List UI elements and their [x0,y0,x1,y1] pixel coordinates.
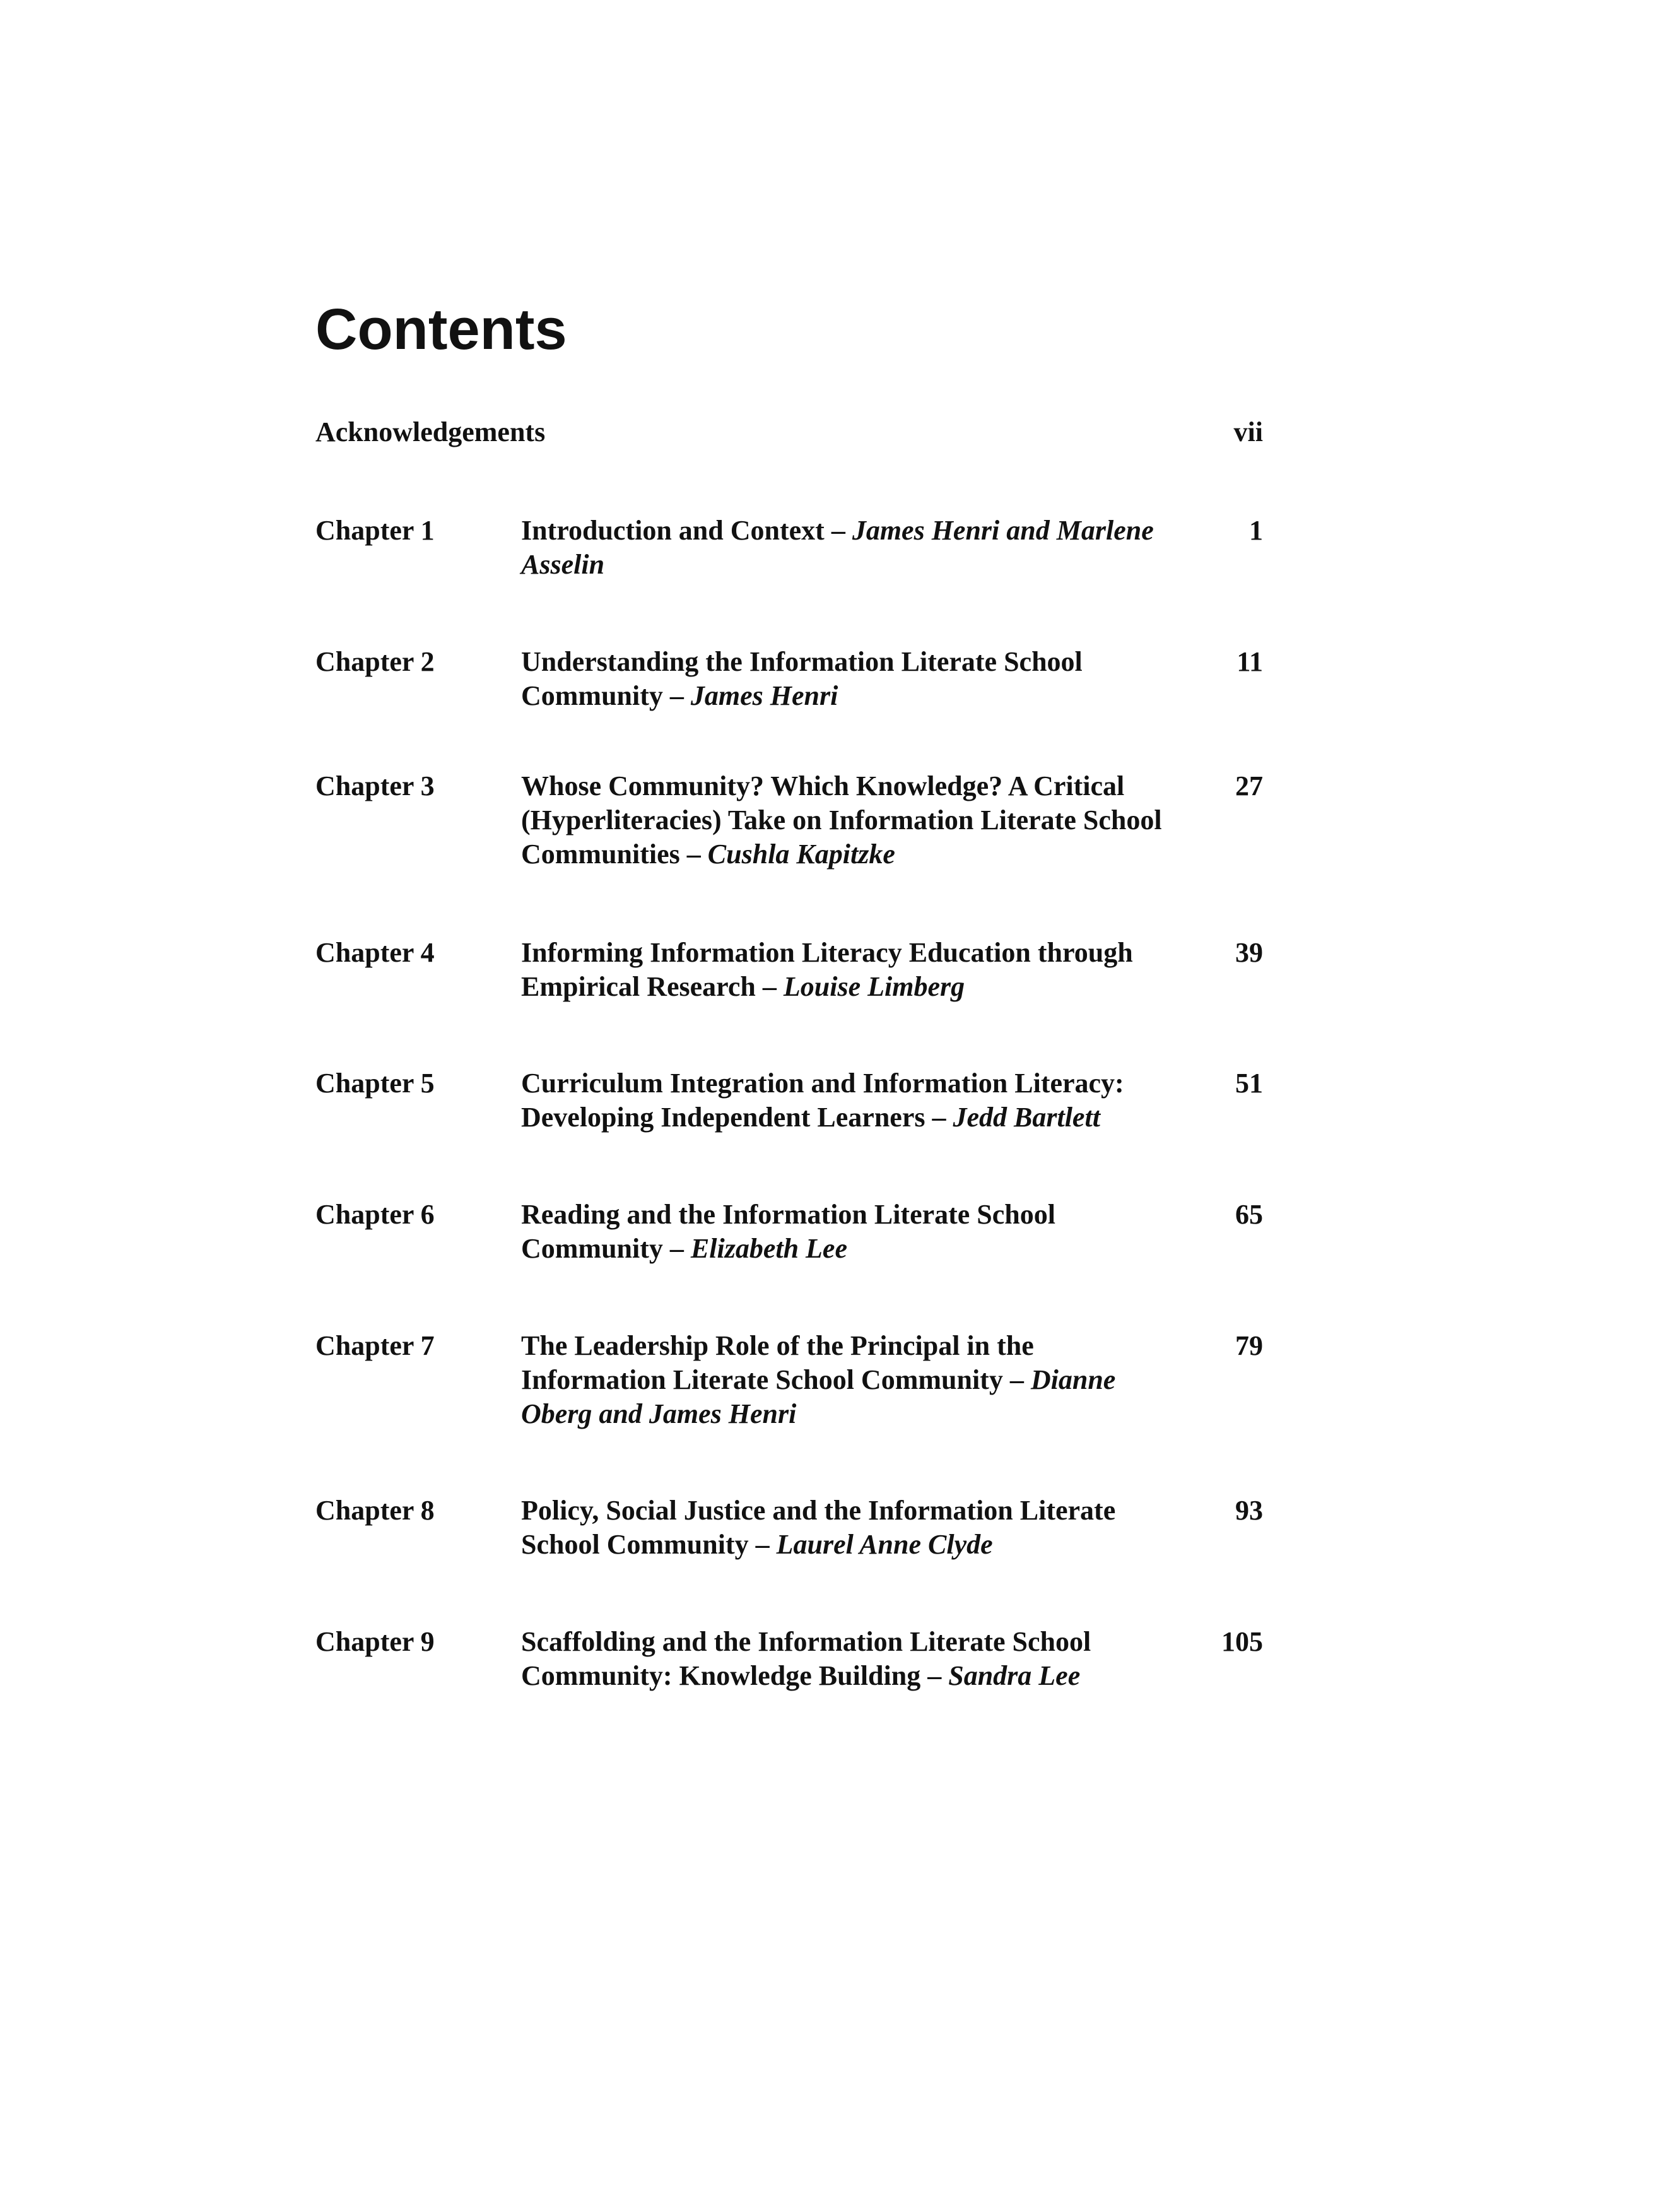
chapter-author: Laurel Anne Clyde [776,1529,993,1560]
chapter-title [521,1066,1177,1135]
chapter-page-number: 105 [1221,1626,1263,1657]
chapter-title-text: Curriculum Integration and Information Literacy: Developing Independent Learners – [521,1068,1124,1133]
chapter-page-number: 1 [1249,515,1263,546]
chapter-title [521,936,1177,1004]
chapter-title [521,645,1177,713]
chapter-author: Louise Limberg [783,971,965,1002]
chapter-author: Cushla Kapitzke [707,839,895,870]
chapter-label: Chapter 3 [315,770,435,801]
chapter-page-number: 11 [1237,646,1263,677]
chapter-author: Jedd Bartlett [953,1102,1100,1133]
chapter-title [521,769,1177,871]
toc-entry-label: Acknowledgements [315,416,546,447]
chapter-label: Chapter 1 [315,515,435,546]
chapter-title [521,1625,1177,1693]
chapter-page-number: 65 [1235,1199,1263,1230]
chapter-label: Chapter 2 [315,646,435,677]
page-title: Contents [315,297,567,362]
chapter-title-text: Introduction and Context – [521,515,852,546]
chapter-author: James Henri and Marlene Asselin [521,515,1154,580]
chapter-author: Sandra Lee [948,1660,1081,1691]
chapter-page-number: 27 [1235,770,1263,801]
chapter-label: Chapter 7 [315,1330,435,1361]
chapter-page-number: 39 [1235,937,1263,968]
chapter-title-text: Whose Community? Which Knowledge? A Critical (Hyperliteracies) Take on Information Literate School Communities – [521,770,1162,870]
chapter-title-text: Understanding the Information Literate School Community – [521,646,1083,711]
chapter-author: James Henri [690,680,838,711]
chapter-title [521,1494,1177,1562]
chapter-label: Chapter 8 [315,1495,435,1526]
chapter-label: Chapter 4 [315,937,435,968]
chapter-title-text: Reading and the Information Literate School Community – [521,1199,1055,1264]
chapter-label: Chapter 5 [315,1068,435,1099]
chapter-page-number: 51 [1235,1068,1263,1099]
chapter-title-text: Policy, Social Justice and the Information Literate School Community – [521,1495,1116,1560]
chapter-author: Dianne Oberg and James Henri [521,1364,1116,1429]
chapter-title-text: The Leadership Role of the Principal in the Information Literate School Community – [521,1330,1034,1395]
chapter-title [521,1198,1177,1266]
chapter-title-text: Informing Information Literacy Education through Empirical Research – [521,937,1133,1002]
toc-entry-page-number: vii [1233,416,1263,447]
chapter-label: Chapter 9 [315,1626,435,1657]
chapter-title-text: Scaffolding and the Information Literate School Community: Knowledge Building – [521,1626,1091,1691]
chapter-page-number: 79 [1235,1330,1263,1361]
chapter-title [521,1329,1177,1431]
chapter-label: Chapter 6 [315,1199,435,1230]
chapter-author: Elizabeth Lee [690,1233,847,1264]
chapter-title [521,514,1177,582]
chapter-page-number: 93 [1235,1495,1263,1526]
